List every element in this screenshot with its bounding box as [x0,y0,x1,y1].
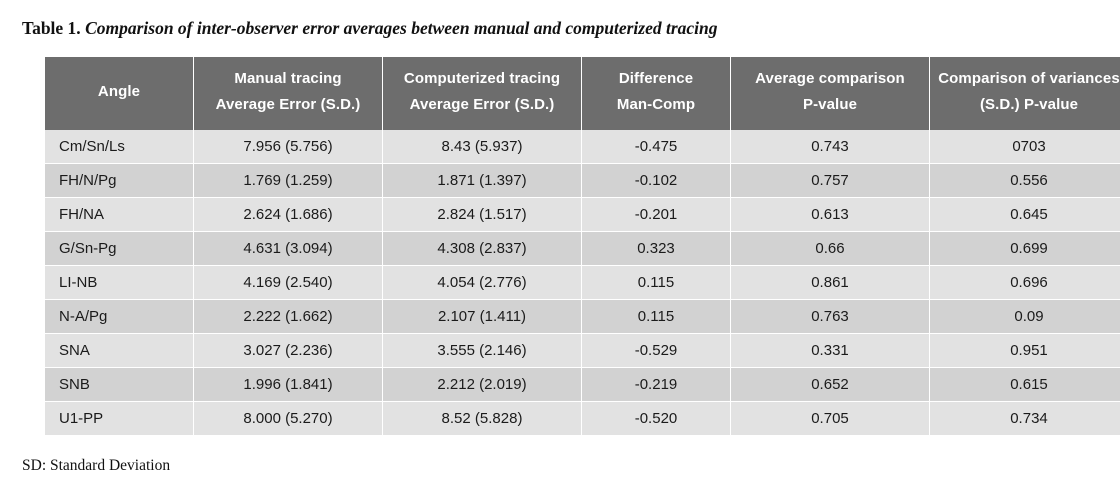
cell-difference: 0.323 [582,231,731,265]
cell-difference: -0.520 [582,401,731,435]
table-row [45,163,1120,197]
column-header-manual-tracing [194,57,383,130]
cell-difference: 0.115 [582,299,731,333]
cell-angle: G/Sn-Pg [45,231,194,265]
column-header-manual-tracing-line2: Average Error (S.D.) [215,96,361,114]
column-header-computerized-tracing-line2: Average Error (S.D.) [409,96,555,114]
cell-angle: N-A/Pg [45,299,194,333]
cell-difference: 0.115 [582,265,731,299]
cell-manual: 2.222 (1.662) [194,299,383,333]
cell-average-pvalue: 0.861 [731,265,930,299]
cell-angle: LI-NB [45,265,194,299]
column-header-average-comparison [731,57,930,130]
cell-variance-pvalue: 0.645 [930,197,1120,231]
cell-angle: FH/NA [45,197,194,231]
table-row [45,231,1120,265]
cell-variance-pvalue: 0.696 [930,265,1120,299]
cell-average-pvalue: 0.743 [731,130,930,164]
cell-difference: -0.529 [582,333,731,367]
cell-variance-pvalue: 0.951 [930,333,1120,367]
cell-angle: SNB [45,367,194,401]
cell-manual: 1.769 (1.259) [194,163,383,197]
column-header-angle-line1: Angle [97,83,141,101]
cell-variance-pvalue: 0.734 [930,401,1120,435]
table-caption-text: Comparison of inter-observer error averages between manual and computerized tracing [85,18,718,38]
cell-angle: FH/N/Pg [45,163,194,197]
table-caption-label: Table 1. [22,18,81,38]
column-header-difference-line2: Man-Comp [616,96,696,114]
table-row [45,401,1120,435]
cell-angle: U1-PP [45,401,194,435]
column-header-manual-tracing-line1: Manual tracing [234,70,342,87]
table-header [45,57,1120,130]
table-footnote: SD: Standard Deviation [22,456,171,474]
comparison-table [45,57,1120,435]
cell-angle: Cm/Sn/Ls [45,130,194,164]
table-header-row [45,57,1120,130]
table-row [45,197,1120,231]
cell-computerized: 2.212 (2.019) [383,367,582,401]
cell-manual: 7.956 (5.756) [194,130,383,164]
cell-variance-pvalue: 0.556 [930,163,1120,197]
column-header-computerized-tracing-line1: Computerized tracing [403,70,561,87]
table-container [45,57,1120,435]
cell-average-pvalue: 0.331 [731,333,930,367]
column-header-average-comparison-line2: P-value [802,96,858,114]
cell-difference: -0.201 [582,197,731,231]
cell-computerized: 2.824 (1.517) [383,197,582,231]
cell-computerized: 1.871 (1.397) [383,163,582,197]
cell-manual: 1.996 (1.841) [194,367,383,401]
table-caption [22,18,1100,39]
cell-computerized: 8.43 (5.937) [383,130,582,164]
column-header-comparison-of-variances [930,57,1120,130]
column-header-difference-line1: Difference [618,70,694,87]
column-header-angle [45,57,194,130]
cell-computerized: 4.054 (2.776) [383,265,582,299]
cell-manual: 4.631 (3.094) [194,231,383,265]
cell-average-pvalue: 0.652 [731,367,930,401]
cell-average-pvalue: 0.705 [731,401,930,435]
cell-difference: -0.219 [582,367,731,401]
cell-average-pvalue: 0.757 [731,163,930,197]
table-row [45,265,1120,299]
table-row [45,333,1120,367]
cell-manual: 2.624 (1.686) [194,197,383,231]
cell-computerized: 4.308 (2.837) [383,231,582,265]
table-row [45,299,1120,333]
cell-computerized: 8.52 (5.828) [383,401,582,435]
cell-angle: SNA [45,333,194,367]
cell-difference: -0.475 [582,130,731,164]
cell-variance-pvalue: 0.699 [930,231,1120,265]
cell-variance-pvalue: 0.615 [930,367,1120,401]
column-header-computerized-tracing [383,57,582,130]
column-header-comparison-of-variances-line1: Comparison of variances [938,70,1120,87]
table-body [45,130,1120,435]
cell-average-pvalue: 0.66 [731,231,930,265]
cell-manual: 8.000 (5.270) [194,401,383,435]
cell-manual: 3.027 (2.236) [194,333,383,367]
cell-variance-pvalue: 0.09 [930,299,1120,333]
table-row [45,130,1120,164]
cell-difference: -0.102 [582,163,731,197]
cell-computerized: 2.107 (1.411) [383,299,582,333]
cell-variance-pvalue: 0703 [930,130,1120,164]
column-header-difference [582,57,731,130]
cell-manual: 4.169 (2.540) [194,265,383,299]
column-header-average-comparison-line1: Average comparison [755,70,905,87]
cell-average-pvalue: 0.613 [731,197,930,231]
cell-average-pvalue: 0.763 [731,299,930,333]
column-header-comparison-of-variances-line2: (S.D.) P-value [979,96,1079,114]
cell-computerized: 3.555 (2.146) [383,333,582,367]
table-row [45,367,1120,401]
